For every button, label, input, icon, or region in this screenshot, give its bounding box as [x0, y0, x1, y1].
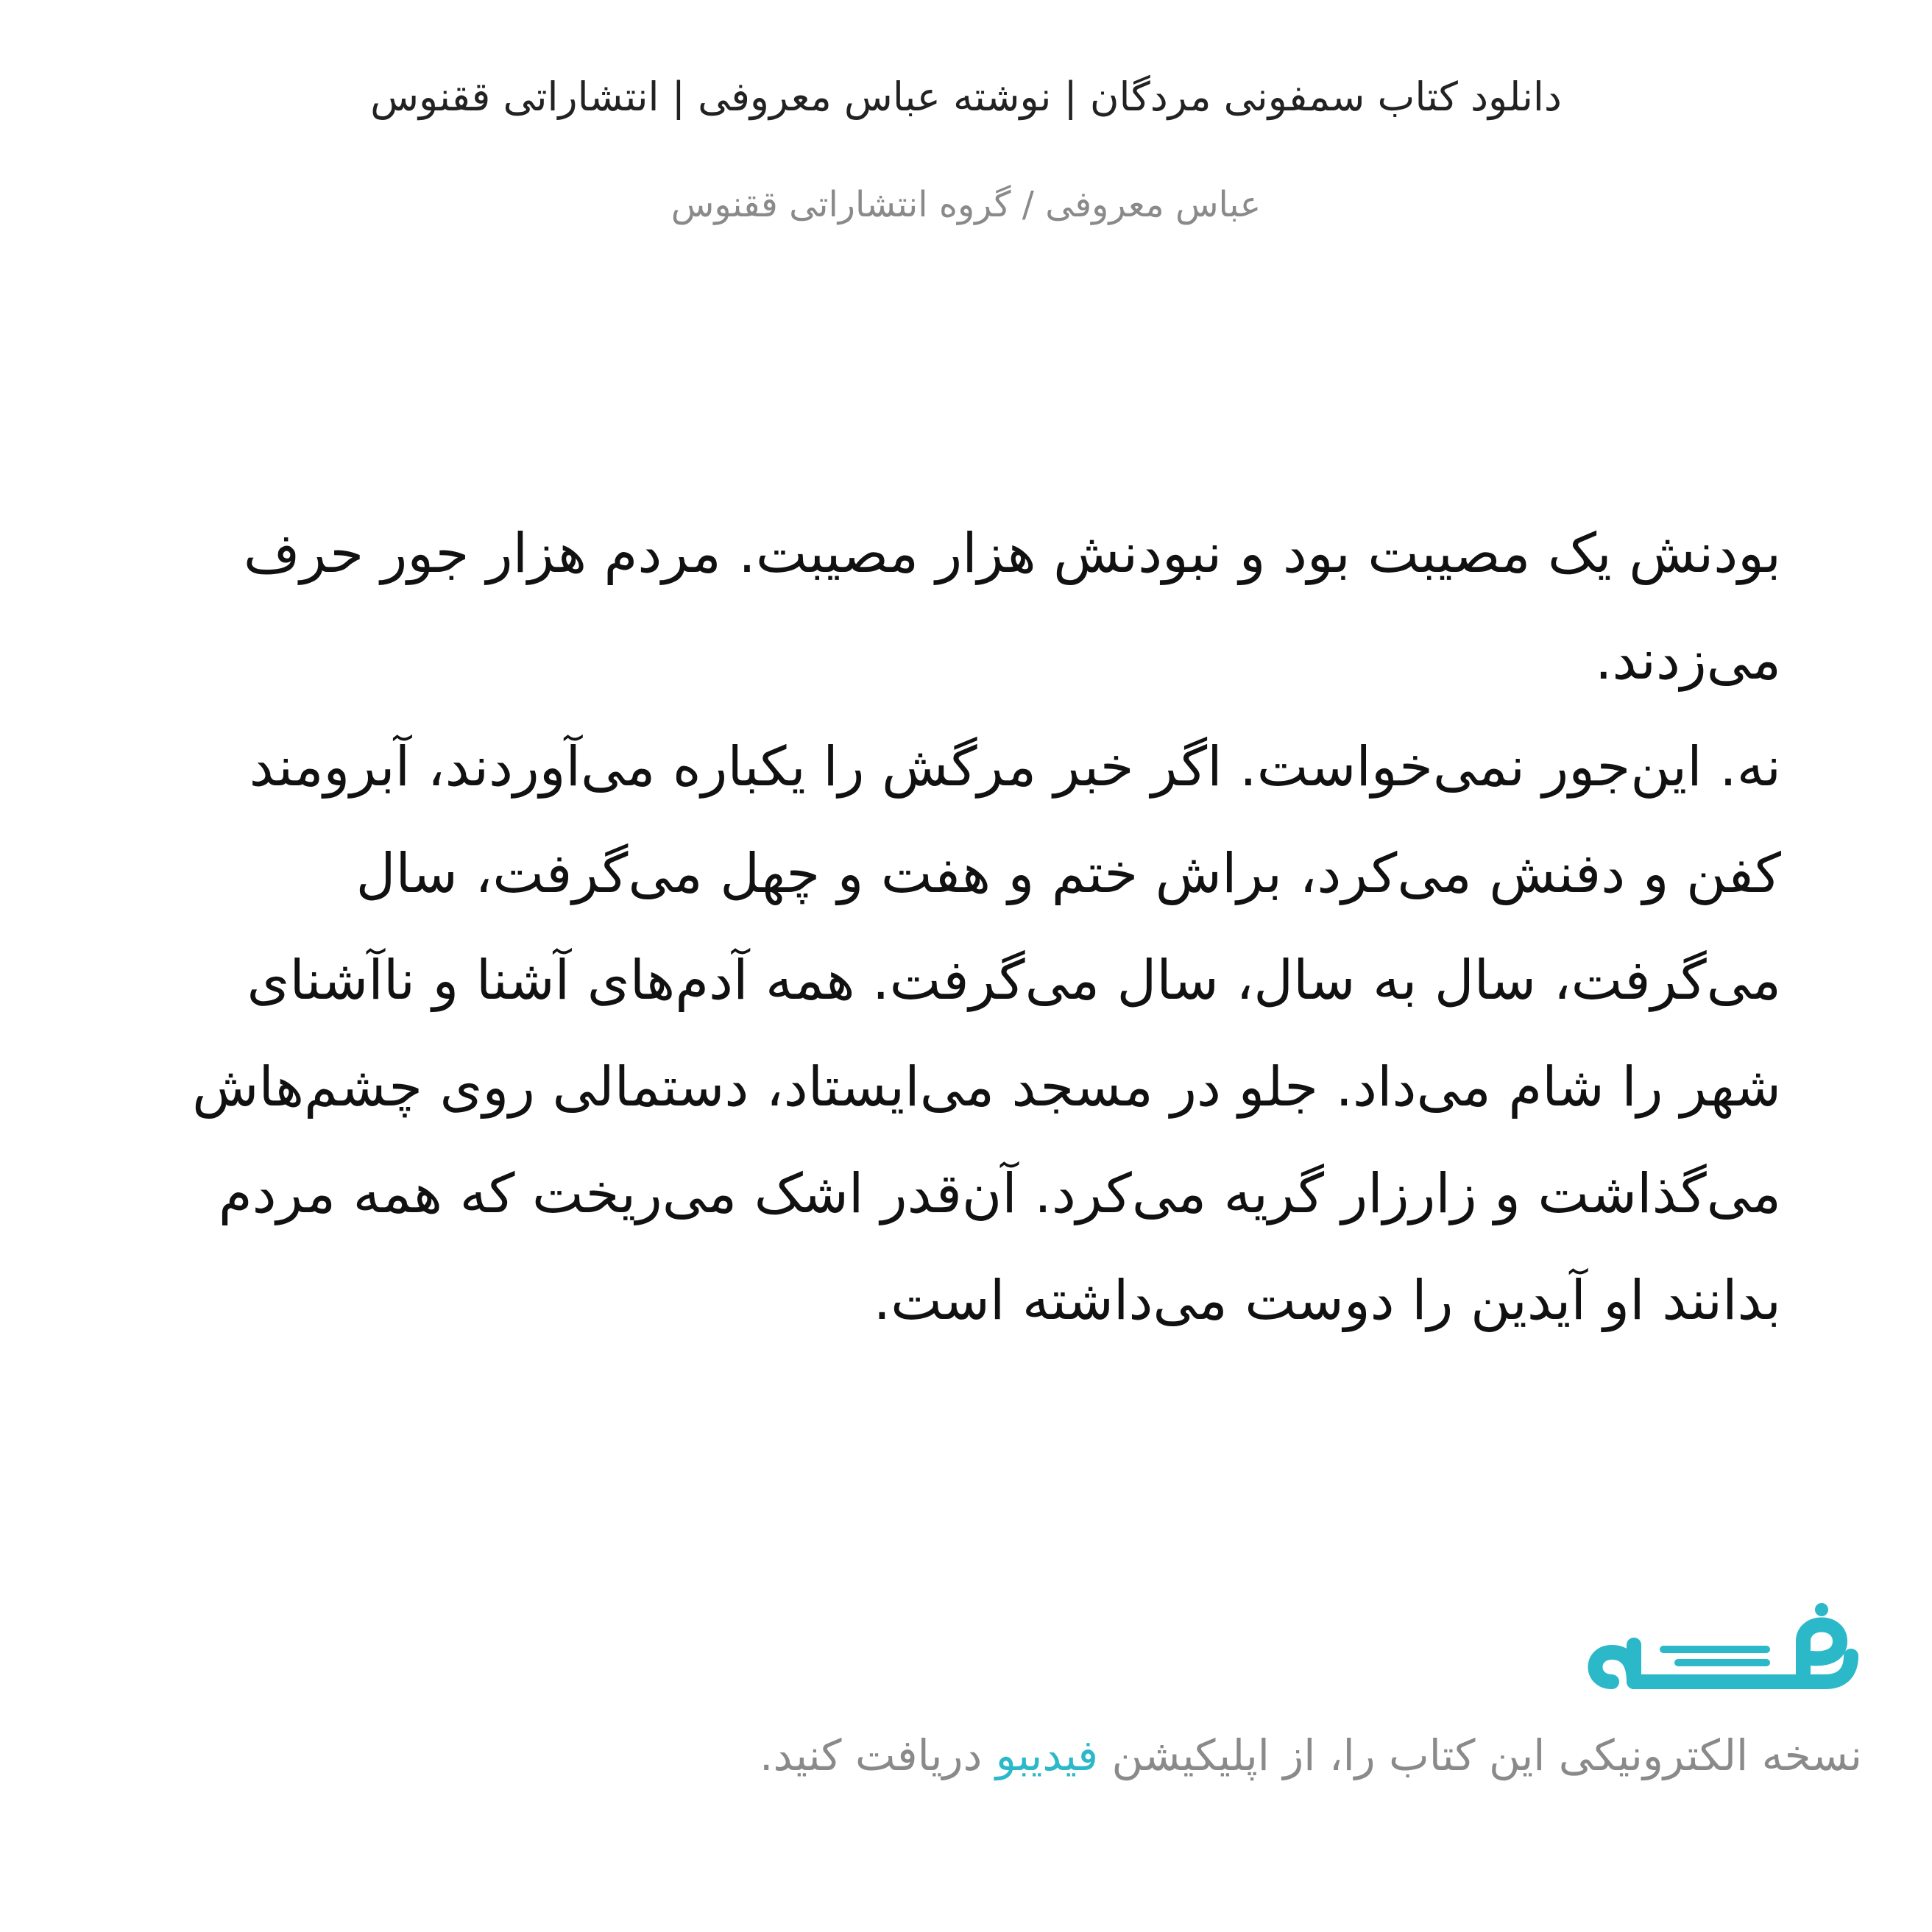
- excerpt-text: [151, 500, 1781, 1354]
- excerpt-paragraph-1: بودنش یک مصیبت بود و نبودنش هزار مصیبت. مردم هزار جور حرف می‌زدند.: [243, 522, 1781, 692]
- fidibo-logo-icon: [1582, 1601, 1862, 1696]
- author-publisher: عباس معروفی / گروه انتشاراتی ققنوس: [670, 184, 1262, 225]
- note-text-before: نسخه الکترونیکی این کتاب را، از اپلیکیشن: [1098, 1730, 1862, 1780]
- excerpt-paragraph-2: نه. این‌جور نمی‌خواست. اگر خبر مرگش را یکباره می‌آوردند، آبرومند کفن و دفنش می‌کرد، براش ختم و هفت و چهل می‌گرفت، سال می‌گرفت، سال به سال، سال می‌گرفت. همه آدم‌های آشنا و ناآشنای شهر را شام می‌داد. جلو در مسجد می‌ایستاد، دستمالی روی چشم‌هاش می‌گذاشت و زارزار گریه می‌کرد. آن‌قدر اشک می‌ریخت که همه مردم بدانند او آیدین را دوست می‌داشته است.: [192, 735, 1781, 1332]
- app-download-note: [760, 1722, 1862, 1788]
- page-title: دانلود کتاب سمفونی مردگان | نوشته عباس معروفی | انتشاراتی ققنوس: [370, 74, 1562, 120]
- note-text-after: دریافت کنید.: [760, 1730, 996, 1780]
- fidibo-app-link[interactable]: فیدیبو: [995, 1730, 1099, 1780]
